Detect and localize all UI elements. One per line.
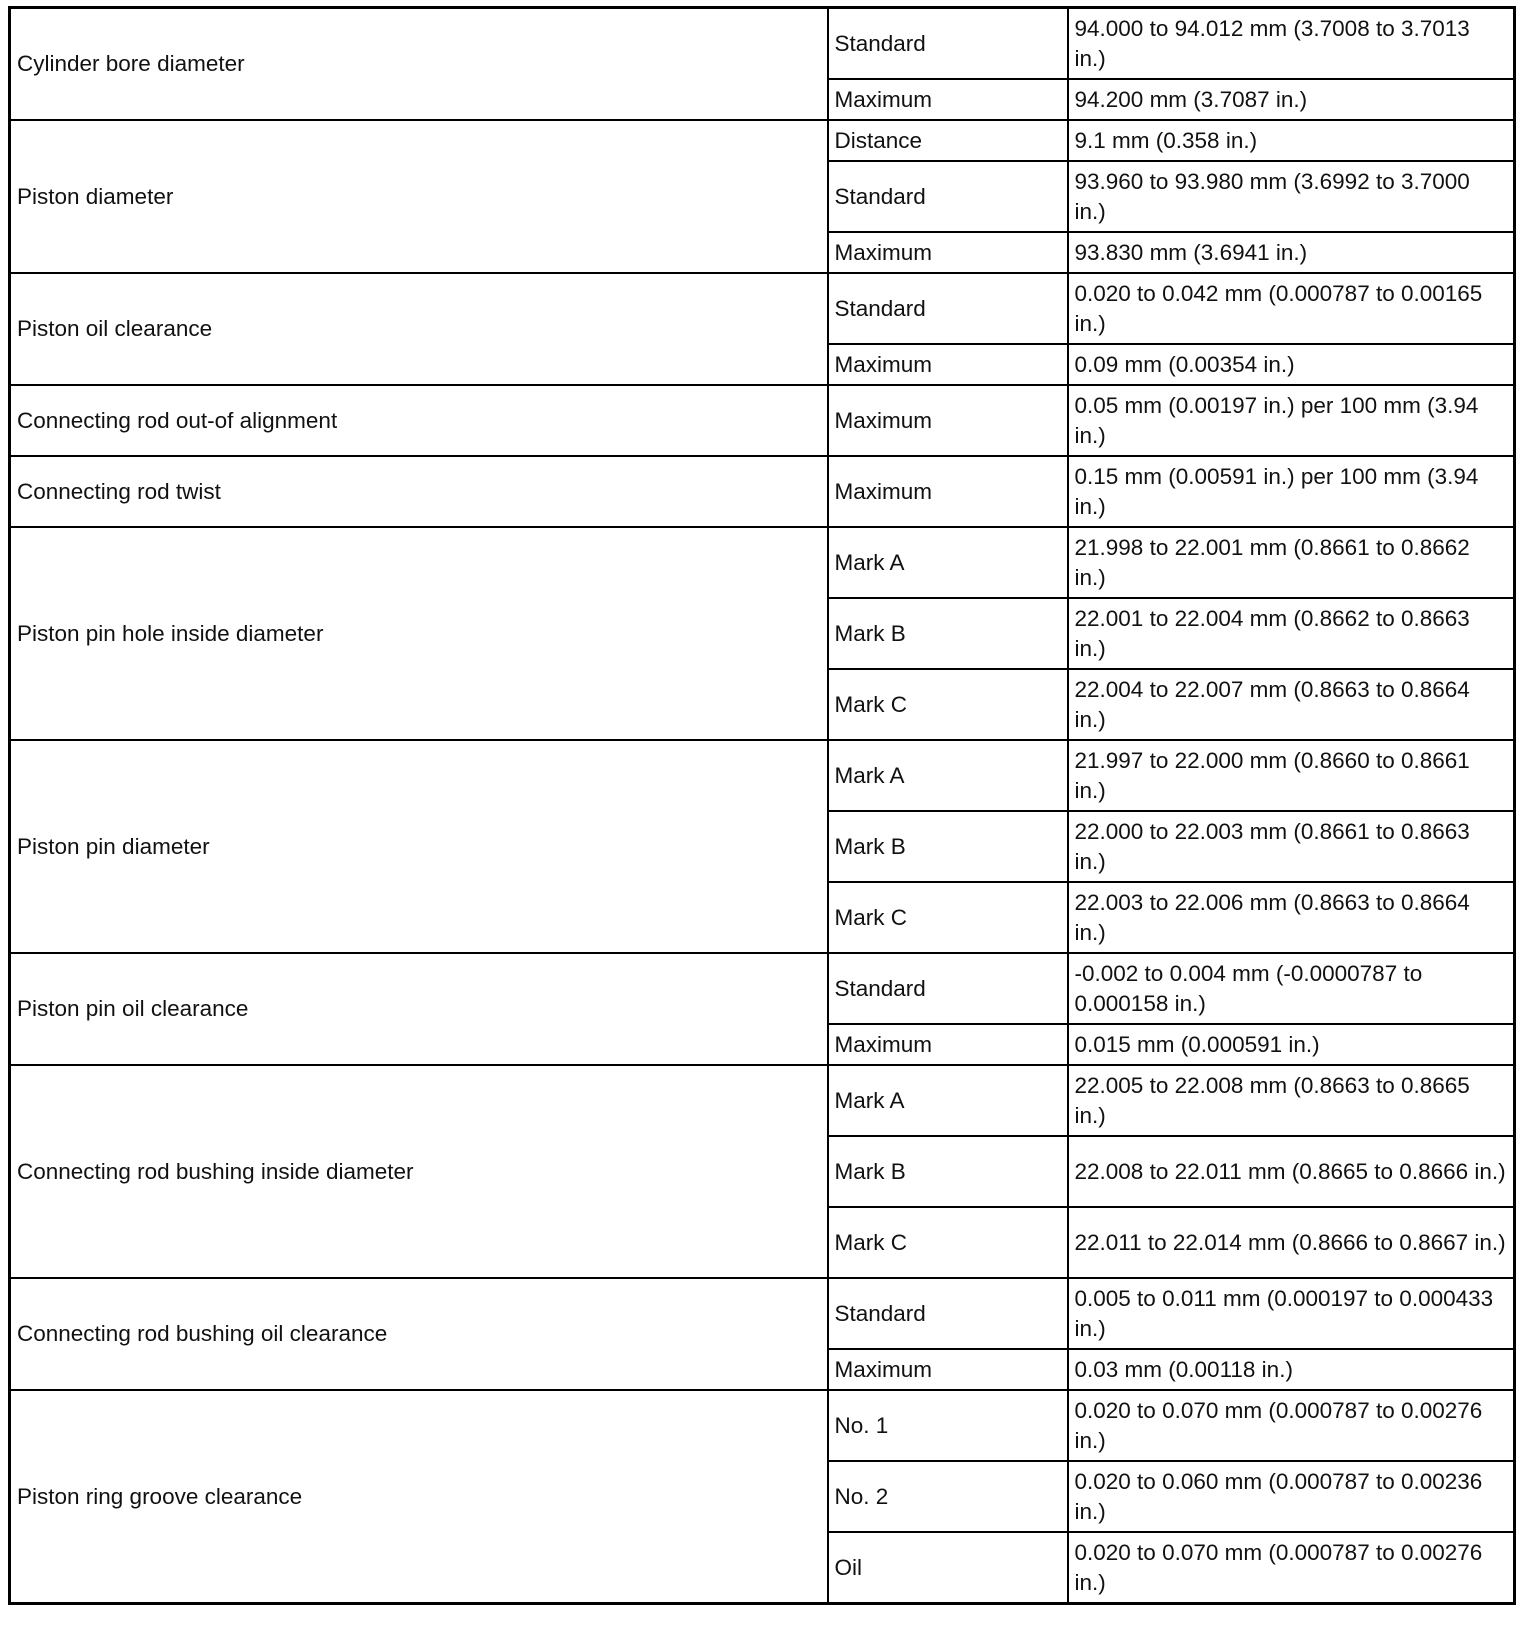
item-name-cell: Connecting rod bushing oil clearance (10, 1278, 828, 1390)
value-cell: 21.998 to 22.001 mm (0.8661 to 0.8662 in.) (1068, 527, 1515, 598)
condition-cell: Maximum (828, 344, 1068, 385)
value-cell: 0.03 mm (0.00118 in.) (1068, 1349, 1515, 1390)
item-name-cell: Piston oil clearance (10, 273, 828, 385)
table-row (10, 385, 1515, 456)
value-cell: 21.997 to 22.000 mm (0.8660 to 0.8661 in.) (1068, 740, 1515, 811)
value-cell: 22.011 to 22.014 mm (0.8666 to 0.8667 in.) (1068, 1207, 1515, 1278)
table-row (10, 527, 1515, 598)
condition-cell: Maximum (828, 1349, 1068, 1390)
table-row (10, 1278, 1515, 1349)
value-cell: 94.000 to 94.012 mm (3.7008 to 3.7013 in.) (1068, 8, 1515, 80)
value-cell: 22.000 to 22.003 mm (0.8661 to 0.8663 in.) (1068, 811, 1515, 882)
value-cell: -0.002 to 0.004 mm (-0.0000787 to 0.000158 in.) (1068, 953, 1515, 1024)
condition-cell: No. 1 (828, 1390, 1068, 1461)
condition-cell: Mark B (828, 811, 1068, 882)
value-cell: 0.020 to 0.070 mm (0.000787 to 0.00276 in.) (1068, 1390, 1515, 1461)
table-row (10, 273, 1515, 344)
value-cell: 0.020 to 0.042 mm (0.000787 to 0.00165 in.) (1068, 273, 1515, 344)
specification-table (8, 6, 1516, 1605)
table-row (10, 456, 1515, 527)
item-name-cell: Piston diameter (10, 120, 828, 273)
table-row (10, 953, 1515, 1024)
value-cell: 94.200 mm (3.7087 in.) (1068, 79, 1515, 120)
value-cell: 0.020 to 0.060 mm (0.000787 to 0.00236 in.) (1068, 1461, 1515, 1532)
condition-cell: Mark C (828, 1207, 1068, 1278)
value-cell: 0.020 to 0.070 mm (0.000787 to 0.00276 in.) (1068, 1532, 1515, 1604)
value-cell: 9.1 mm (0.358 in.) (1068, 120, 1515, 161)
condition-cell: Standard (828, 1278, 1068, 1349)
condition-cell: No. 2 (828, 1461, 1068, 1532)
condition-cell: Maximum (828, 232, 1068, 273)
value-cell: 22.003 to 22.006 mm (0.8663 to 0.8664 in.) (1068, 882, 1515, 953)
condition-cell: Mark C (828, 669, 1068, 740)
value-cell: 93.960 to 93.980 mm (3.6992 to 3.7000 in.) (1068, 161, 1515, 232)
table-row (10, 8, 1515, 80)
value-cell: 0.15 mm (0.00591 in.) per 100 mm (3.94 in.) (1068, 456, 1515, 527)
item-name-cell: Connecting rod twist (10, 456, 828, 527)
item-name-cell: Piston pin oil clearance (10, 953, 828, 1065)
condition-cell: Maximum (828, 79, 1068, 120)
value-cell: 22.008 to 22.011 mm (0.8665 to 0.8666 in.) (1068, 1136, 1515, 1207)
item-name-cell: Cylinder bore diameter (10, 8, 828, 121)
table-row (10, 1065, 1515, 1136)
condition-cell: Mark B (828, 598, 1068, 669)
item-name-cell: Piston ring groove clearance (10, 1390, 828, 1604)
item-name-cell: Piston pin diameter (10, 740, 828, 953)
item-name-cell: Connecting rod out-of alignment (10, 385, 828, 456)
condition-cell: Maximum (828, 456, 1068, 527)
condition-cell: Standard (828, 8, 1068, 80)
value-cell: 0.005 to 0.011 mm (0.000197 to 0.000433 in.) (1068, 1278, 1515, 1349)
condition-cell: Standard (828, 953, 1068, 1024)
table-row (10, 1390, 1515, 1461)
table-row (10, 740, 1515, 811)
value-cell: 0.015 mm (0.000591 in.) (1068, 1024, 1515, 1065)
condition-cell: Mark C (828, 882, 1068, 953)
condition-cell: Standard (828, 161, 1068, 232)
condition-cell: Mark A (828, 1065, 1068, 1136)
value-cell: 0.09 mm (0.00354 in.) (1068, 344, 1515, 385)
condition-cell: Mark A (828, 527, 1068, 598)
value-cell: 22.005 to 22.008 mm (0.8663 to 0.8665 in.) (1068, 1065, 1515, 1136)
condition-cell: Distance (828, 120, 1068, 161)
table-row (10, 120, 1515, 161)
condition-cell: Maximum (828, 1024, 1068, 1065)
value-cell: 0.05 mm (0.00197 in.) per 100 mm (3.94 in.) (1068, 385, 1515, 456)
value-cell: 22.001 to 22.004 mm (0.8662 to 0.8663 in.) (1068, 598, 1515, 669)
condition-cell: Oil (828, 1532, 1068, 1604)
condition-cell: Standard (828, 273, 1068, 344)
value-cell: 93.830 mm (3.6941 in.) (1068, 232, 1515, 273)
value-cell: 22.004 to 22.007 mm (0.8663 to 0.8664 in.) (1068, 669, 1515, 740)
condition-cell: Maximum (828, 385, 1068, 456)
item-name-cell: Piston pin hole inside diameter (10, 527, 828, 740)
condition-cell: Mark A (828, 740, 1068, 811)
condition-cell: Mark B (828, 1136, 1068, 1207)
item-name-cell: Connecting rod bushing inside diameter (10, 1065, 828, 1278)
